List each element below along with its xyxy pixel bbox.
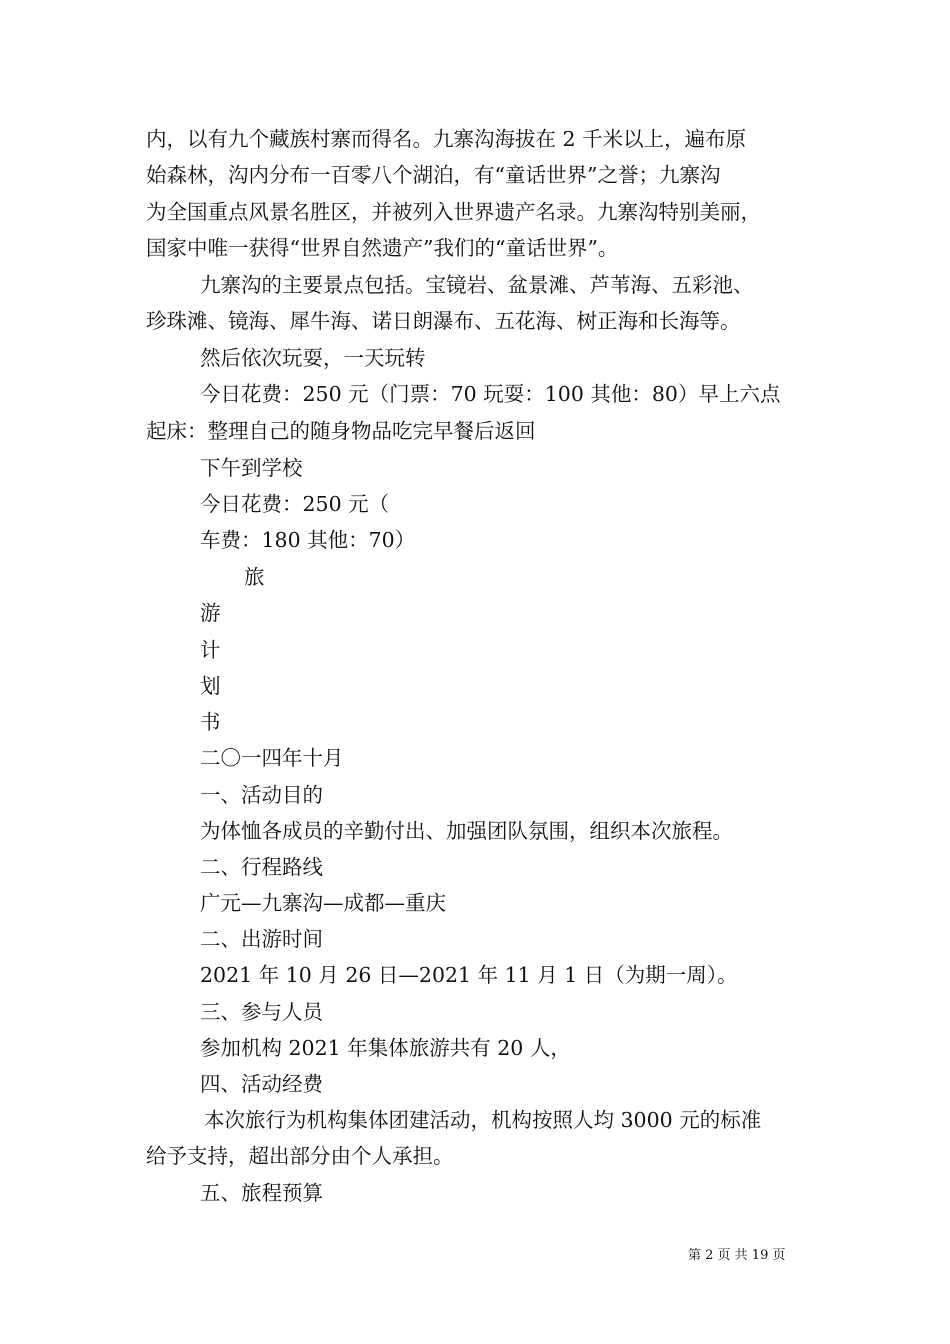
- paragraph-line: 起床：整理自己的随身物品吃完早餐后返回: [146, 419, 536, 443]
- paragraph-line: 车费：180 其他：70）: [200, 528, 416, 552]
- section-heading: 一、活动目的: [200, 783, 323, 807]
- paragraph-line: 为体恤各成员的辛勤付出、加强团队氛围，组织本次旅程。: [200, 819, 733, 843]
- title-char: 游: [200, 601, 221, 625]
- paragraph-line: 下午到学校: [200, 456, 303, 480]
- title-char: 计: [200, 638, 221, 662]
- paragraph-line: 给予支持，超出部分由个人承担。: [146, 1144, 454, 1168]
- section-heading: 四、活动经费: [200, 1072, 323, 1096]
- paragraph-line: 为全国重点风景名胜区，并被列入世界遗产名录。九寨沟特别美丽，: [146, 200, 761, 224]
- paragraph-line: 广元—九寨沟—成都—重庆: [200, 891, 446, 915]
- section-heading: 二、行程路线: [200, 855, 323, 879]
- paragraph-line: 国家中唯一获得“世界自然遗产”我们的“童话世界”。: [146, 236, 619, 260]
- section-heading: 三、参与人员: [200, 1000, 323, 1024]
- paragraph-line: 始森林，沟内分布一百零八个湖泊，有“童话世界”之誉；九寨沟: [146, 163, 721, 187]
- page-number: 第 2 页 共 19 页: [688, 1248, 786, 1263]
- paragraph-line: 2021 年 10 月 26 日—2021 年 11 月 1 日（为期一周）。: [200, 963, 738, 987]
- paragraph-line: 本次旅行为机构集体团建活动，机构按照人均 3000 元的标准: [204, 1108, 762, 1132]
- paragraph-line: 珍珠滩、镜海、犀牛海、诺日朗瀑布、五花海、树正海和长海等。: [146, 309, 741, 333]
- paragraph-line: 然后依次玩耍，一天玩转: [200, 346, 426, 370]
- title-char: 书: [200, 710, 221, 734]
- date-line: 二〇一四年十月: [200, 746, 344, 770]
- title-char: 旅: [244, 565, 265, 589]
- section-heading: 二、出游时间: [200, 927, 323, 951]
- paragraph-line: 今日花费：250 元（门票：70 玩耍：100 其他：80）早上六点: [200, 382, 781, 406]
- paragraph-line: 今日花费：250 元（: [200, 492, 390, 516]
- paragraph-line: 九寨沟的主要景点包括。宝镜岩、盆景滩、芦苇海、五彩池、: [200, 273, 754, 297]
- paragraph-line: 内，以有九个藏族村寨而得名。九寨沟海拔在 2 千米以上，遍布原: [146, 127, 747, 151]
- paragraph-line: 参加机构 2021 年集体旅游共有 20 人，: [200, 1036, 571, 1060]
- title-char: 划: [200, 674, 221, 698]
- section-heading: 五、旅程预算: [200, 1181, 323, 1205]
